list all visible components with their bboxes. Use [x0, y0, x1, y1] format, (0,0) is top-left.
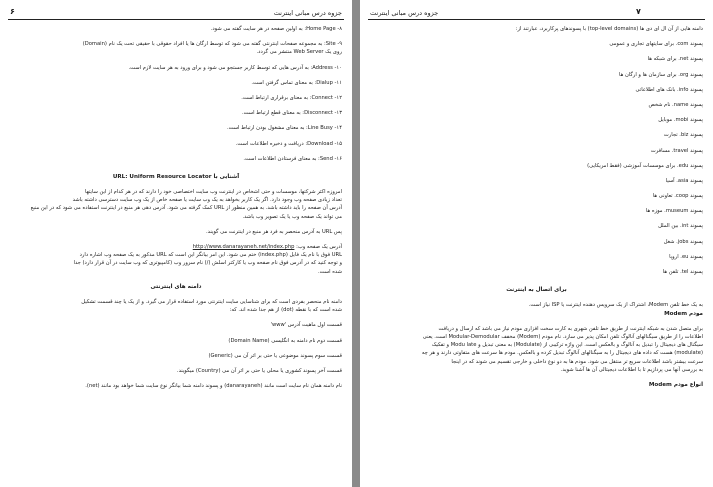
paragraph-line: شده است. — [318, 268, 342, 275]
paragraph-line: برای متصل شدن به شبکه اینترنت از طریق خط تلفن شهری به کارت سخت افزاری مودم نیاز می باشد که ارسال و دریافت — [438, 325, 703, 332]
domain-part-item: نام دامنه همان نام سایت است مانند (danarayaneh) و پسوند دامنه شما بیانگر نوع سایت شما خواهد بود مانند (net). — [85, 383, 342, 390]
suffix-item: پسوند asia. آسیا — [665, 177, 703, 184]
suffix-item: پسوند net. برای شبکه ها — [647, 56, 703, 63]
definition-line: ۹- Site: به مجموعه صفحات اینترنتی گفته می شود که توسط ارگان ها یا افراد حقوقی با حقیقی تحت یک نام (Domain) — [82, 41, 342, 48]
section-heading-modem-types: انواع مودم Modem — [648, 381, 703, 388]
paragraph-line: سرعت بیشتر باشد اطلاعات سریع تر منتقل می شود. مودم ها به دو نوع داخلی و خارجی تقسیم می شوند که در اینجا — [451, 358, 703, 365]
paragraph-line: اطلاعات را از طریق سیگنالهای آنالوگ تلفن امکان پذیر می سازد. نام مودم (Modem) مخفف Modular-Demodular است. یعنی — [422, 333, 703, 340]
page-body — [10, 25, 342, 481]
paragraph-line: به بررسی آنها می پردازیم تا با اطلاعات دیجیتالی آن ها آشنا شوید. — [560, 366, 703, 373]
suffix-item: پسوند museum. موزه ها — [645, 208, 703, 215]
domain-part-item: قسمت اول ماهیت آدرس 'www' — [270, 322, 342, 329]
suffix-item: پسوند com. برای سایتهای تجاری و عمومی — [609, 41, 703, 48]
header-title: جزوه درس مبانی اینترنت — [370, 9, 439, 17]
paragraph-line: سیگنال های دیجیتال را تبدیل به آنالوگ و بالعکس است. این واژه ترکیبی از (Modulate) به معنی تبدیل و Modu late و تفکیک — [431, 342, 703, 349]
paragraph-line: و توجه کنید که در آدرس فوق نام صفحه وب یا کارکتر اسلش (/) نام سرور وب (کامپیوتری که وب سایت در آن قرار دارد) جدا — [73, 260, 342, 267]
page-number: ۷ — [636, 7, 641, 16]
section-heading-url: آشنایی با URL: Uniform Resource Locator — [112, 173, 240, 180]
suffix-item: پسوند travel. مسافرت — [650, 147, 703, 154]
paragraph-line: آدرس آن صفحه را باید داشته باشد. به همین منظور از URL کمک گرفته می شود. آدرس دهی هر منبع در اینترنت استفاده می شود که در این منبع — [30, 205, 342, 212]
definition-line: ۱۲- Connect: به معنای برقراری ارتباط است. — [241, 94, 342, 101]
paragraph-line: (modulate) هست که داده های دیجیتال را به سیگنالهای آنالوگ تبدیل کرده و بالعکس. مودم ها سرعت های متفاوتی دارند و هر چه — [421, 350, 703, 357]
url-definition: پس URL به آدرس منحصر به فرد هر منبع در اینترنت می گویند. — [205, 228, 342, 235]
paragraph-line: URL فوق با نام یک فایل (index.php) ختم می شود. این امر بیانگر این است که URL مذکور به یک صفحه وب اشاره دارد — [79, 252, 342, 259]
header-title: جزوه درس مبانی اینترنت — [273, 9, 342, 17]
section-heading-modem: مودم Modem — [664, 310, 703, 317]
paragraph-line: به یک خط تلفن Modem، اشتراک از یک سرویس دهنده اینترنت یا ISP نیاز است. — [528, 302, 703, 309]
paragraph-line: شده است که با نقطه (dot) از هم جدا شده اند. که: — [229, 307, 342, 314]
page-body — [370, 25, 703, 481]
url-example-label: آدرس یک صفحه وب: — [296, 244, 342, 250]
section-heading-connect: برای اتصال به اینترنت — [506, 287, 567, 294]
definition-line: ۱۶- Send: به معنای فرستادن اطلاعات است. — [243, 155, 342, 162]
definition-line: ۱۱- Dialup: به معنای تماس گرفتن است. — [251, 79, 342, 86]
document-page-right — [360, 0, 713, 487]
definition-line: روی یک Web Server منتشر می گردد. — [256, 49, 342, 56]
paragraph-line: تعداد زیادی صفحه وب وجود دارد. اگر یک کاربر بخواهد به یک وب سایت یا صفحه خاص از یک وب سایت دسترسی داشته باشد — [72, 197, 342, 204]
suffix-item: پسوند biz. تجارت — [663, 132, 703, 139]
paragraph-line: امروزه اکثر شرکتها، موسسات و حتی اشخاص در اینترنت وب سایت اختصاصی خود را دارند که در هر کدام از این سایتها — [84, 189, 342, 196]
suffix-item: پسوند int. بین الملل — [658, 223, 703, 230]
definition-line: ۱۰- Address: به آدرس هایی که توسط کاربر جستجو می شود و برای ورود به هر سایت لازم است. — [128, 64, 342, 71]
intro-line: دامنه هایی از آن ال ای دی ها (top-level domains) با پسوندهای پرکاربرد، عبارتند از: — [515, 26, 703, 32]
suffix-item: پسوند edu. برای موسسات آموزشی (فقط امریکایی) — [587, 162, 703, 169]
definition-line: ۱۳- Disconnect: به معنای قطع ارتباط است. — [241, 110, 342, 117]
definition-line: ۸- Home Page: به اولین صفحه در هر سایت گفته می شود. — [210, 26, 342, 32]
paragraph-line: دامنه نام منحصر بفردی است که برای شناسایی سایت اینترنتی مورد استفاده قرار می گیرد. و از یک یا چند قسمت تشکیل — [81, 298, 342, 305]
domain-part-item: قسمت دوم نام دامنه به انگلیسی (Domain Name) — [228, 337, 342, 344]
page-header — [8, 8, 344, 20]
section-heading-domains: دامنه های اینترنتی — [150, 283, 202, 290]
suffix-item: پسوند jobs. شغل — [663, 238, 703, 245]
definition-line: ۱۴- Line Busy: به معنای مشغول بودن ارتباط است. — [226, 125, 342, 132]
domain-part-item: قسمت آخر پسوند کشوری یا محلی یا حتی بر اثر آن می (Country) میگویند. — [176, 367, 342, 374]
suffix-item: پسوند eu. اروپا — [669, 253, 703, 260]
suffix-item: پسوند mobi. موبایل — [658, 117, 703, 124]
domain-part-item: قسمت سوم پسوند موضوعی یا حتی بر اثر آن می (Generic) — [208, 352, 342, 359]
suffix-item: پسوند coop. تعاونی ها — [652, 193, 703, 200]
suffix-item: پسوند info. بانک های اطلاعاتی — [635, 86, 703, 93]
definition-line: ۱۵- Download: دریافت و ذخیره اطلاعات است. — [235, 140, 342, 147]
url-example-link[interactable]: http://www.danarayaneh.net/index.php — [192, 244, 295, 250]
document-page-left — [0, 0, 352, 487]
suffix-item: پسوند name. نام شخص — [648, 101, 703, 108]
page-header — [368, 8, 705, 20]
page-number: ۶ — [10, 7, 15, 16]
paragraph-line: می تواند یک صفحه وب یا یک تصویر وب باشد. — [242, 213, 342, 220]
suffix-item: پسوند tel. تلفن ها — [662, 269, 703, 275]
suffix-item: پسوند org. برای سازمان ها و ارگان ها — [619, 71, 703, 78]
